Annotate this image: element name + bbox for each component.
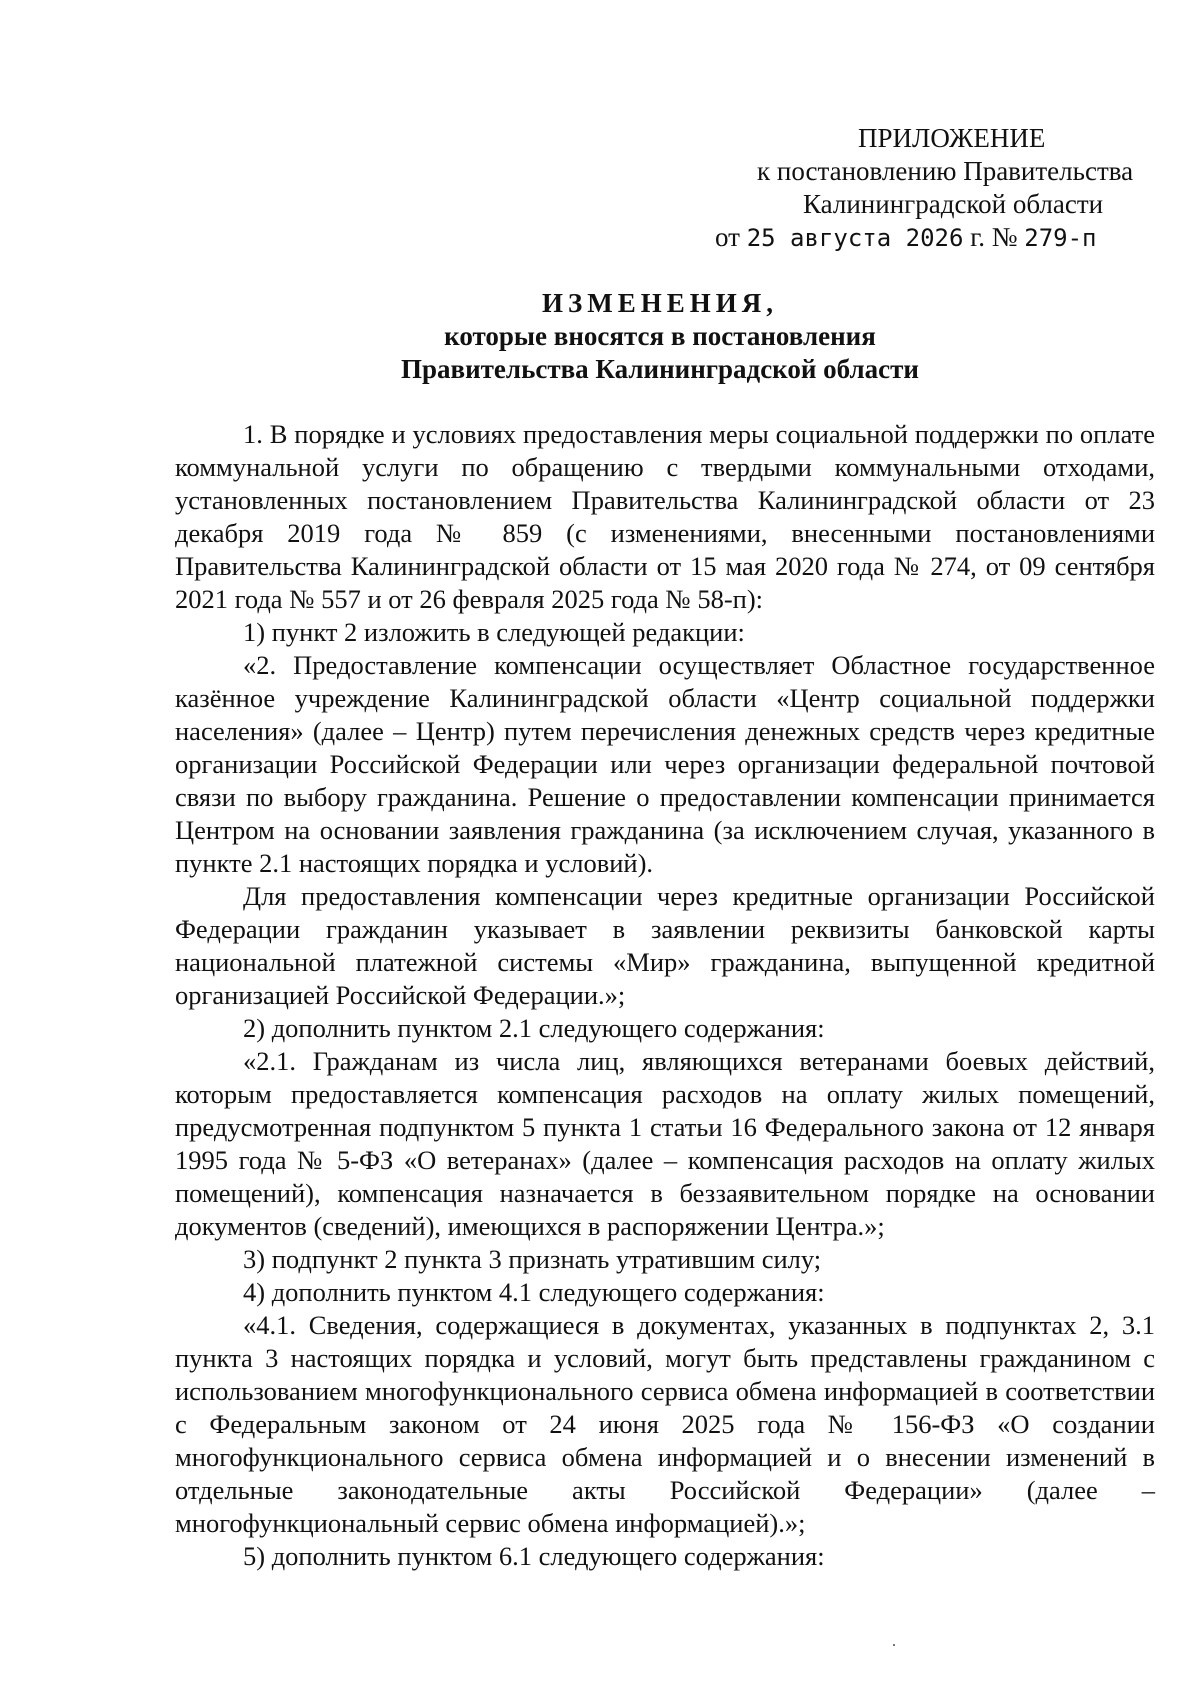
paragraph-quote-4-1: «4.1. Сведения, содержащиеся в документах, указанных в подпунктах 2, 3.1 пункта 3 настоящих порядка и условий, могут быть представлены гражданином с использованием многофункционального сервиса обмена информацией в соответствии с Федеральным законом от 24 июня 2025 года № 156-ФЗ «О создании многофункционального сервиса обмена информацией и о внесении изменений в отдельные законодательные акты Российской Федерации» (далее – многофункциональный сервис обмена информацией).»; (175, 1310, 1155, 1538)
paragraph-quote-2: «2. Предоставление компенсации осуществляет Областное государственное казённое учреждение Калининградской области «Центр социальной поддержки населения» (далее – Центр) путем перечисления денежных средств через кредитные организации Российской Федерации или через организации федеральной почтовой связи по выбору гражданина. Решение о предоставлении компенсации принимается Центром на основании заявления гражданина (за исключением случая, указанного в пункте 2.1 настоящих порядка и условий). (175, 650, 1155, 878)
appendix-line-2: Калининградской области (803, 189, 1104, 219)
paragraph-item-3: 3) подпункт 2 пункта 3 признать утратившим силу; (243, 1244, 822, 1274)
date-prefix: от (715, 222, 740, 252)
paragraph-item-1: 1) пункт 2 изложить в следующей редакции: (243, 617, 745, 647)
appendix-block (715, 122, 1134, 255)
date-suffix: г. № (970, 222, 1018, 252)
appendix-date-line (715, 221, 1115, 255)
number-stamp: 279-п (1024, 224, 1097, 252)
document-heading (170, 287, 1150, 386)
paragraph-item-2: 2) дополнить пунктом 2.1 следующего содержания: (243, 1013, 825, 1043)
heading-line-2: которые вносятся в постановления (444, 321, 876, 351)
paragraph-item-5: 5) дополнить пунктом 6.1 следующего содержания: (243, 1541, 825, 1571)
paragraph-item-4: 4) дополнить пунктом 4.1 следующего содержания: (243, 1277, 825, 1307)
paragraph-1: 1. В порядке и условиях предоставления меры социальной поддержки по оплате коммунальной услуги по обращению с твердыми коммунальными отходами, установленных постановлением Правительства Калининградской области от 23 декабря 2019 года № 859 (с изменениями, внесенными постановлениями Правительства Калининградской области от 15 мая 2020 года № 274, от 09 сентября 2021 года № 557 и от 26 февраля 2025 года № 58-п): (175, 419, 1155, 614)
scan-speck (893, 1644, 895, 1646)
appendix-line-1: к постановлению Правительства (757, 156, 1134, 186)
document-body (175, 418, 1155, 1573)
heading-title: ИЗМЕНЕНИЯ, (541, 288, 778, 318)
appendix-title: ПРИЛОЖЕНИЕ (858, 123, 1046, 153)
paragraph-quote-2-cont: Для предоставления компенсации через кредитные организации Российской Федерации гражданин указывает в заявлении реквизиты банковской карты национальной платежной системы «Мир» гражданина, выпущенной кредитной организацией Российской Федерации.»; (175, 881, 1155, 1010)
paragraph-quote-2-1: «2.1. Гражданам из числа лиц, являющихся ветеранами боевых действий, которым предоставляется компенсация расходов на оплату жилых помещений, предусмотренная подпунктом 5 пункта 1 статьи 16 Федерального закона от 12 января 1995 года № 5-ФЗ «О ветеранах» (далее – компенсация расходов на оплату жилых помещений), компенсация назначается в беззаявительном порядке на основании документов (сведений), имеющихся в распоряжении Центра.»; (175, 1046, 1155, 1241)
date-stamp: 25 августа 2026 (746, 224, 964, 252)
heading-line-3: Правительства Калининградской области (401, 354, 919, 384)
